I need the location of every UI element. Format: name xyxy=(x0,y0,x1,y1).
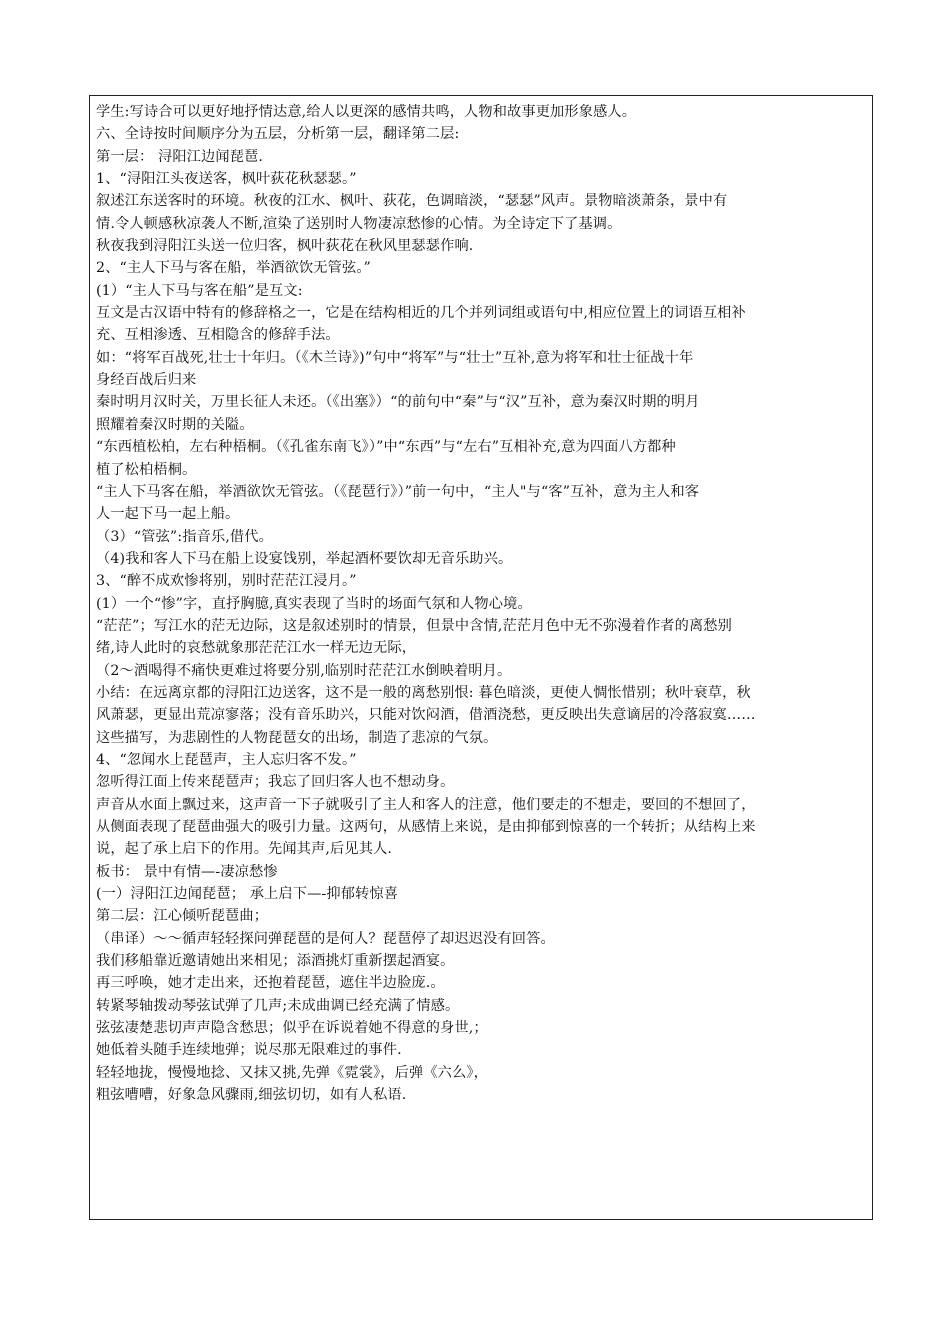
text-line: 粗弦嘈嘈，好象急风骤雨,细弦切切，如有人私语. xyxy=(96,1087,407,1104)
text-line: 学生:写诗合可以更好地抒情达意,给人以更深的感情共鸣，人物和故事更加形象感人。 xyxy=(96,104,637,120)
text-line: 充、互相渗透、互相隐含的修辞手法。 xyxy=(96,327,340,344)
text-line: (1）一个“惨”字，直抒胸臆,真实表现了当时的场面气氛和人物心境。 xyxy=(96,595,532,612)
text-line: 3、“醉不成欢惨将别，别时茫茫江浸月。” xyxy=(96,573,357,590)
text-line: “东西植松柏，左右种梧桐。（《孔雀东南飞》）”中“东西”与“左右”互相补充,意为四面八方都种 xyxy=(96,439,676,456)
text-line: 再三呼唤，她才走出来，还抱着琵琶，遮住半边脸庞.。 xyxy=(96,975,445,992)
text-line: 弦弦凄楚悲切声声隐含愁思；似乎在诉说着她不得意的身世,； xyxy=(96,1020,488,1037)
text-line: 说，起了承上启下的作用。先闻其声,后见其人. xyxy=(96,841,393,858)
text-line: （串译）～～循声轻轻探问弹琵琶的是何人？琵琶停了却迟迟没有回答。 xyxy=(96,930,555,947)
text-line: 绪,诗人此时的哀愁就象那茫茫江水一样无边无际， xyxy=(96,640,417,657)
text-line: (一）浔阳江边闻琵琶； 承上启下—-抑郁转惊喜 xyxy=(96,886,399,903)
text-line: 她低着头随手连续地弹；说尽那无限难过的事件. xyxy=(96,1042,402,1059)
text-line: 如：“将军百战死,壮士十年归。（《木兰诗》)”句中“将军”与“壮士”互补,意为将军和壮士征战十年 xyxy=(96,349,694,366)
text-line: 这些描写，为悲剧性的人物琵琶女的出场，制造了悲凉的气氛。 xyxy=(96,729,498,746)
text-line: (1）“主人下马与客在船”是互文: xyxy=(96,282,303,299)
text-line: 声音从水面上飘过来，这声音一下子就吸引了主人和客人的注意，他们要走的不想走，要回的不想回了， xyxy=(96,796,756,813)
text-line: （3）“管弦”:指音乐,借代。 xyxy=(96,528,273,545)
text-line: 小结：在远离京都的浔阳江边送客，这不是一般的离愁别恨: 暮色暗淡，更使人惆怅惜别；秋叶衰草，秋 xyxy=(96,684,751,701)
text-line: 1、“浔阳江头夜送客，枫叶荻花秋瑟瑟。” xyxy=(96,171,357,188)
text-line: 板书： 景中有情—-凄凉愁惨 xyxy=(96,863,278,880)
text-line: 2、“主人下马与客在船，举酒欲饮无管弦。” xyxy=(96,260,371,277)
text-line: （4)我和客人下马在船上设宴饯别，举起酒杯要饮却无音乐助兴。 xyxy=(96,550,513,567)
text-line: 我们移船靠近邀请她出来相见；添酒挑灯重新摆起酒宴。 xyxy=(96,953,455,970)
text-frame xyxy=(89,95,873,1220)
text-line: 4、“忽闻水上琵琶声，主人忘归客不发。” xyxy=(96,751,357,768)
text-line: 人一起下马一起上船。 xyxy=(96,506,240,523)
text-line: 六、全诗按时间顺序分为五层，分析第一层，翻译第二层: xyxy=(96,126,460,143)
text-line: 情.令人顿感秋凉袭人不断,渲染了送别时人物凄凉愁惨的心情。为全诗定下了基调。 xyxy=(96,215,622,232)
text-line: 忽听得江面上传来琵琶声；我忘了回归客人也不想动身。 xyxy=(96,774,455,791)
text-line: 身经百战后归来 xyxy=(96,372,197,389)
text-line: 从侧面表现了琵琶曲强大的吸引力量。这两句，从感情上来说，是由抑郁到惊喜的一个转折；从结构上来 xyxy=(96,819,756,835)
text-line: 轻轻地拢，慢慢地捻、又抹又挑,先弹《霓裳》，后弹《六么》， xyxy=(96,1064,488,1081)
text-line: 第二层：江心倾听琵琶曲； xyxy=(96,908,269,925)
text-line: （2～酒喝得不痛快更难过将要分别,临别时茫茫江水倒映着明月。 xyxy=(96,662,512,679)
text-line: 秋夜我到浔阳江头送一位归客，枫叶荻花在秋风里瑟瑟作响. xyxy=(96,238,474,255)
text-line: 照耀着秦汉时期的关隘。 xyxy=(96,416,254,433)
text-line: 第一层： 浔阳江边闻琵琶. xyxy=(96,148,264,165)
text-line: 风萧瑟，更显出荒凉寥落；没有音乐助兴，只能对饮闷酒，借酒浇愁，更反映出失意谪居的冷落寂寞…… xyxy=(96,707,756,724)
text-line: 互文是古汉语中特有的修辞格之一，它是在结构相近的几个并列词组或语句中,相应位置上的词语互相补 xyxy=(96,305,746,322)
text-line: “主人下马客在船，举酒欲饮无管弦。（《琵琶行》）”前一句中，“主人"与“客”互补，意为主人和客 xyxy=(96,483,700,500)
text-line: “茫茫”；写江水的茫无边际，这是叙述别时的情景，但景中含情,茫茫月色中无不弥漫着作者的离愁别 xyxy=(96,617,732,634)
text-line: 叙述江东送客时的环境。秋夜的江水、枫叶、荻花，色调暗淡，“瑟瑟”风声。景物暗淡萧条，景中有 xyxy=(96,193,728,210)
text-line: 秦时明月汉时关，万里长征人未还。（《出塞》）“的前句中“秦”与“汉”互补，意为秦汉时期的明月 xyxy=(96,394,700,411)
text-line: 植了松柏梧桐。 xyxy=(96,461,197,478)
text-line: 转紧琴轴拨动琴弦试弹了几声;未成曲调已经充满了情感。 xyxy=(96,997,460,1014)
